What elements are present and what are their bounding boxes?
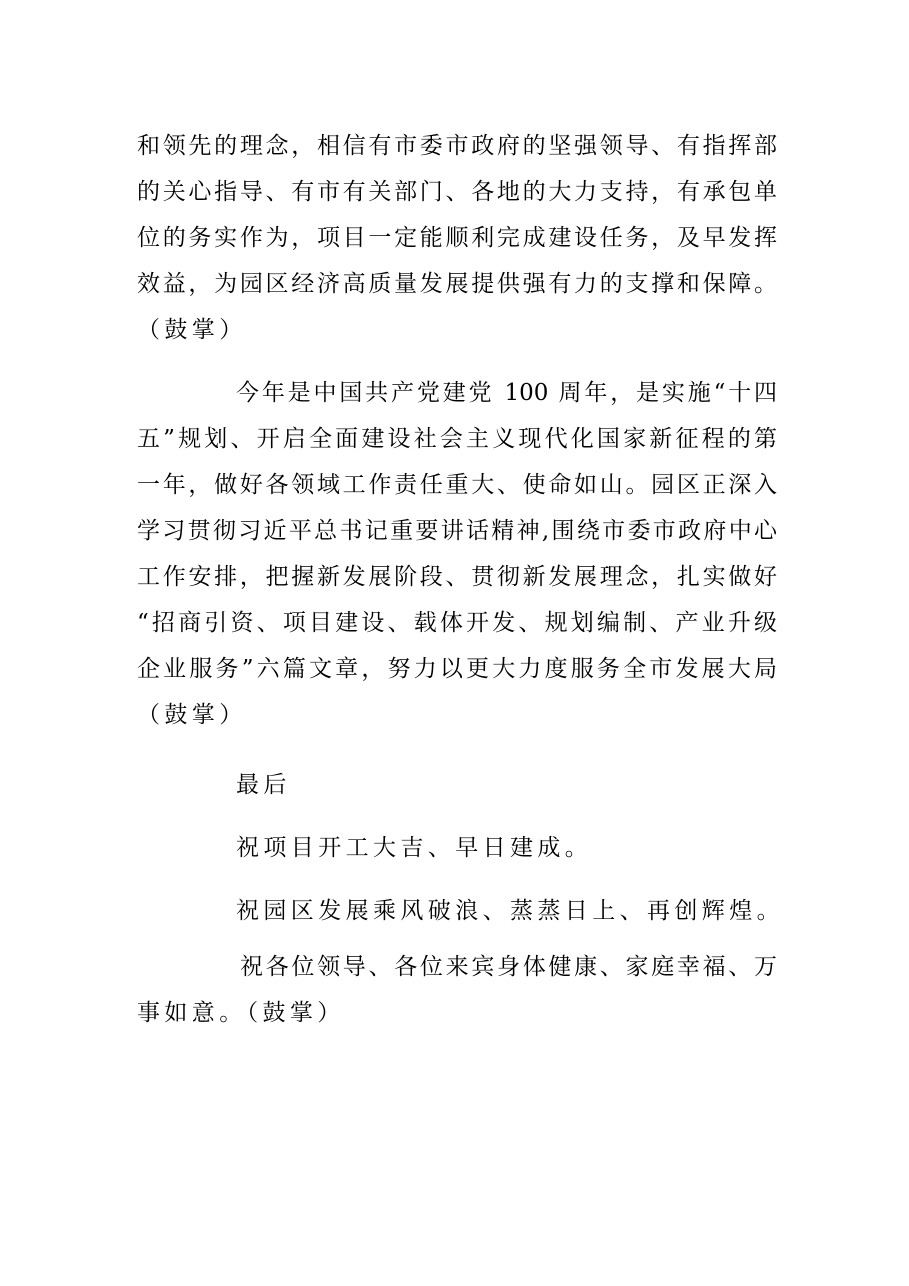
paragraph-1-line-4: 效益，为园区经济高质量发展提供强有力的支撑和保障。 bbox=[137, 271, 777, 297]
paragraph-1-line-5: （鼓掌） bbox=[137, 317, 247, 343]
paragraph-2-line-1: 今年是中国共产党建党 100 周年，是实施“十四 bbox=[236, 380, 777, 406]
wish-line-3-part-2: 事如意。（鼓掌） bbox=[137, 1000, 345, 1026]
closing-heading: 最后 bbox=[236, 772, 291, 798]
paragraph-1-line-2: 的关心指导、有市有关部门、各地的大力支持，有承包单 bbox=[137, 179, 777, 205]
paragraph-2-line-8: （鼓掌） bbox=[137, 702, 247, 728]
paragraph-2-line-7: 企业服务”六篇文章，努力以更大力度服务全市发展大局 bbox=[137, 656, 777, 682]
paragraph-2-line-5: 工作安排，把握新发展阶段、贯彻新发展理念，扎实做好 bbox=[137, 564, 777, 590]
wish-line-2: 祝园区发展乘风破浪、蒸蒸日上、再创辉煌。 bbox=[236, 898, 784, 924]
paragraph-2-line-4: 学习贯彻习近平总书记重要讲话精神,围绕市委市政府中心 bbox=[137, 518, 777, 544]
paragraph-2-line-2: 五”规划、开启全面建设社会主义现代化国家新征程的第 bbox=[137, 426, 777, 452]
wish-line-1: 祝项目开工大吉、早日建成。 bbox=[236, 835, 593, 861]
wish-line-3-part-1: 祝各位领导、各位来宾身体健康、家庭幸福、万 bbox=[240, 954, 777, 980]
paragraph-1-line-3: 位的务实作为，项目一定能顺利完成建设任务，及早发挥 bbox=[137, 225, 777, 251]
paragraph-1-line-1: 和领先的理念，相信有市委市政府的坚强领导、有指挥部 bbox=[137, 133, 777, 159]
paragraph-2-line-3: 一年，做好各领域工作责任重大、使命如山。园区正深入 bbox=[137, 472, 777, 498]
paragraph-2-line-6: “招商引资、项目建设、载体开发、规划编制、产业升级 bbox=[137, 610, 777, 636]
